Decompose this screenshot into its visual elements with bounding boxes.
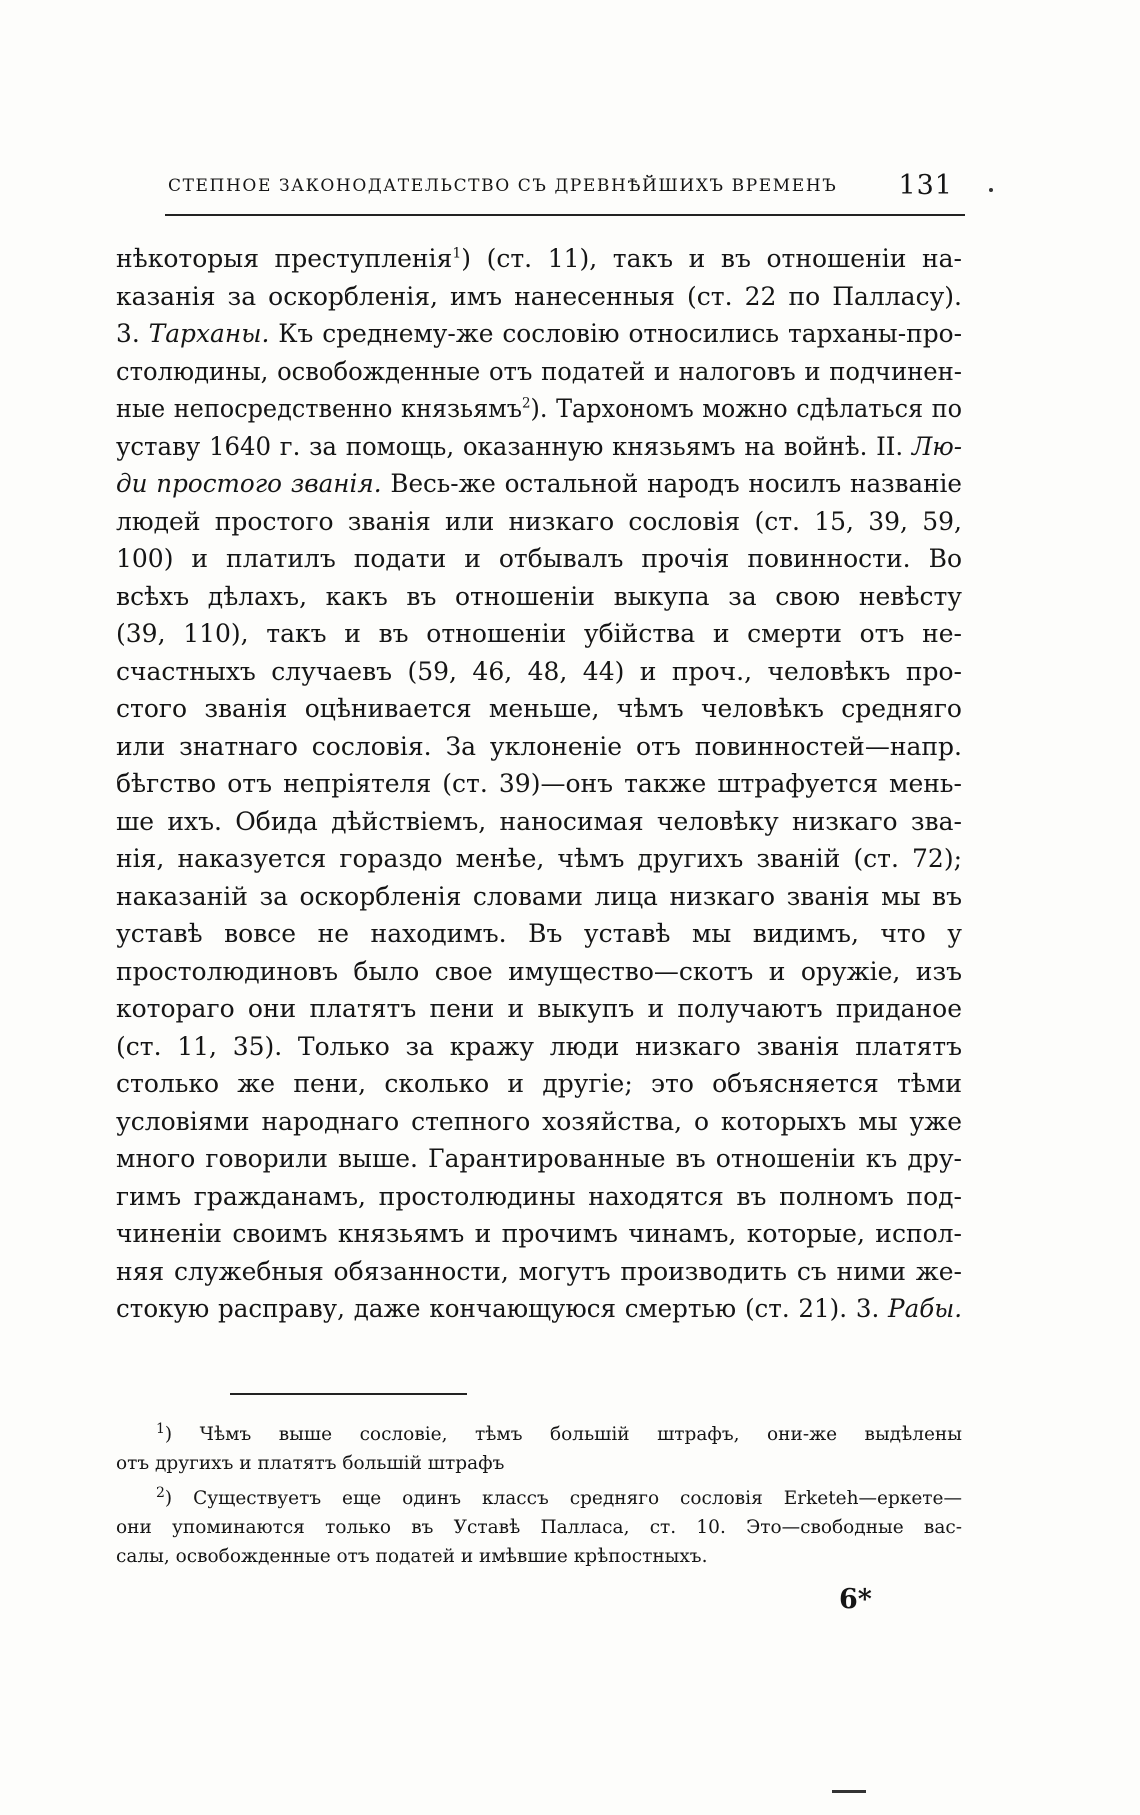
section-term-raby: Рабы. [888,1294,962,1323]
text-line: 100) и платилъ подати и отбывалъ прочія повинности. Во [116,544,962,573]
text-line: 3. Тарханы. Къ среднему-же сословію относились тарханы-про- [116,319,962,348]
text-line: простолюдиновъ было свое имущество—скотъ и оружіе, изъ [116,956,962,986]
text-line: няя служебныя обязанности, могутъ производить съ ними же- [116,1256,962,1286]
footnote-ref-1[interactable]: 1 [452,245,462,262]
section-term-prostogo: ди простого званія. [116,469,382,498]
text-line: стокую расправу, даже кончающуюся смертью (ст. 21). 3. Рабы. [116,1294,962,1323]
text-line: казанія за оскорбленія, имъ нанесенныя (ст. 22 по Палласу). [116,281,962,311]
header-dot [989,188,993,192]
text-line: уставѣ вовсе не находимъ. Въ уставѣ мы видимъ, что у [116,919,962,948]
text-line: чиненіи своимъ князьямъ и прочимъ чинамъ, которые, испол- [116,1219,962,1248]
bottom-mark [832,1790,866,1793]
section-term-lyudi: Лю- [911,431,962,461]
printer-signature: 6* [839,1584,872,1615]
footnote-line: $^2$) Существуетъ еще одинъ классъ средняго сословія Erketeh—еркете— [156,1484,962,1509]
text-line: людей простого званія или низкаго сословія (ст. 15, 39, 59, [116,506,962,536]
text-line: ди простого званія. Весь-же остальной народъ носилъ названіе [116,469,963,498]
text-line: или знатнаго сословія. За уклоненіе отъ повинностей—напр. [116,731,962,761]
text-line: столько же пени, сколько и другіе; это объясняется тѣми [116,1069,962,1098]
footnote-separator [230,1393,467,1395]
text-line: гимъ гражданамъ, простолюдины находятся въ полномъ под- [116,1181,962,1211]
footnote-ref-2[interactable]: 2 [522,395,531,412]
footnote-2 [116,1484,962,1571]
footnote-marker-2: 2 [156,1484,165,1501]
text-line: (ст. 11, 35). Только за кражу люди низкаго званія платятъ [116,1031,962,1061]
text-line: уставу 1640 г. за помощь, оказанную князьямъ на войнѣ. II. Лю- [116,431,962,461]
footnote-marker-1: 1 [156,1420,165,1437]
page-header [165,170,965,216]
text-line: стого званія оцѣнивается меньше, чѣмъ человѣкъ средняго [116,694,962,723]
footnote-1 [116,1420,962,1478]
footnote-line: они упоминаются только въ Уставѣ Палласа, ст. 10. Это—свободные вас- [116,1517,962,1538]
footnotes [116,1420,962,1577]
footnote-line: салы, освобожденные отъ податей и имѣвшие крѣпостныхъ. [116,1546,708,1567]
running-title: СТЕПНОЕ ЗАКОНОДАТЕЛЬСТВО СЪ ДРЕВНѢЙШИХЪ ВРЕМЕНЪ [168,176,838,196]
text-line: нѣкоторыя преступленія$^1$) (ст. 11), такъ и въ отношеніи на- [116,244,962,273]
text-line: (39, 110), такъ и въ отношеніи убійства и смерти отъ не- [116,619,962,648]
text-line: котораго они платятъ пени и выкупъ и получаютъ приданое [116,994,962,1023]
footnote-line: $^1$) Чѣмъ выше сословіе, тѣмъ большій штрафъ, они-же выдѣлены [156,1420,962,1445]
text-line: наказаній за оскорбленія словами лица низкаго званія мы въ [116,881,962,911]
text-line: ше ихъ. Обида дѣйствіемъ, наносимая человѣку низкаго зва- [116,806,962,836]
text-line: нія, наказуется гораздо менѣе, чѣмъ другихъ званій (ст. 72); [116,844,962,873]
text-line: столюдины, освобожденные отъ податей и налоговъ и подчинен- [116,356,962,386]
body-text [116,240,962,1328]
text-line: много говорили выше. Гарантированные въ отношеніи къ дру- [116,1144,962,1173]
page-number: 131 [898,170,953,201]
text-line: всѣхъ дѣлахъ, какъ въ отношеніи выкупа за свою невѣсту [116,581,962,611]
footnote-line: отъ другихъ и платятъ большій штрафъ [116,1453,505,1474]
section-term-tarkhany: Тарханы. [148,319,270,348]
text-line: бѣгство отъ непріятеля (ст. 39)—онъ также штрафуется мень- [116,769,962,798]
text-line: счастныхъ случаевъ (59, 46, 48, 44) и проч., человѣкъ про- [116,656,962,686]
text-line: ные непосредственно князьямъ$^2$). Тархономъ можно сдѣлаться по [116,394,962,423]
text-line: условіями народнаго степного хозяйства, о которыхъ мы уже [116,1106,962,1136]
